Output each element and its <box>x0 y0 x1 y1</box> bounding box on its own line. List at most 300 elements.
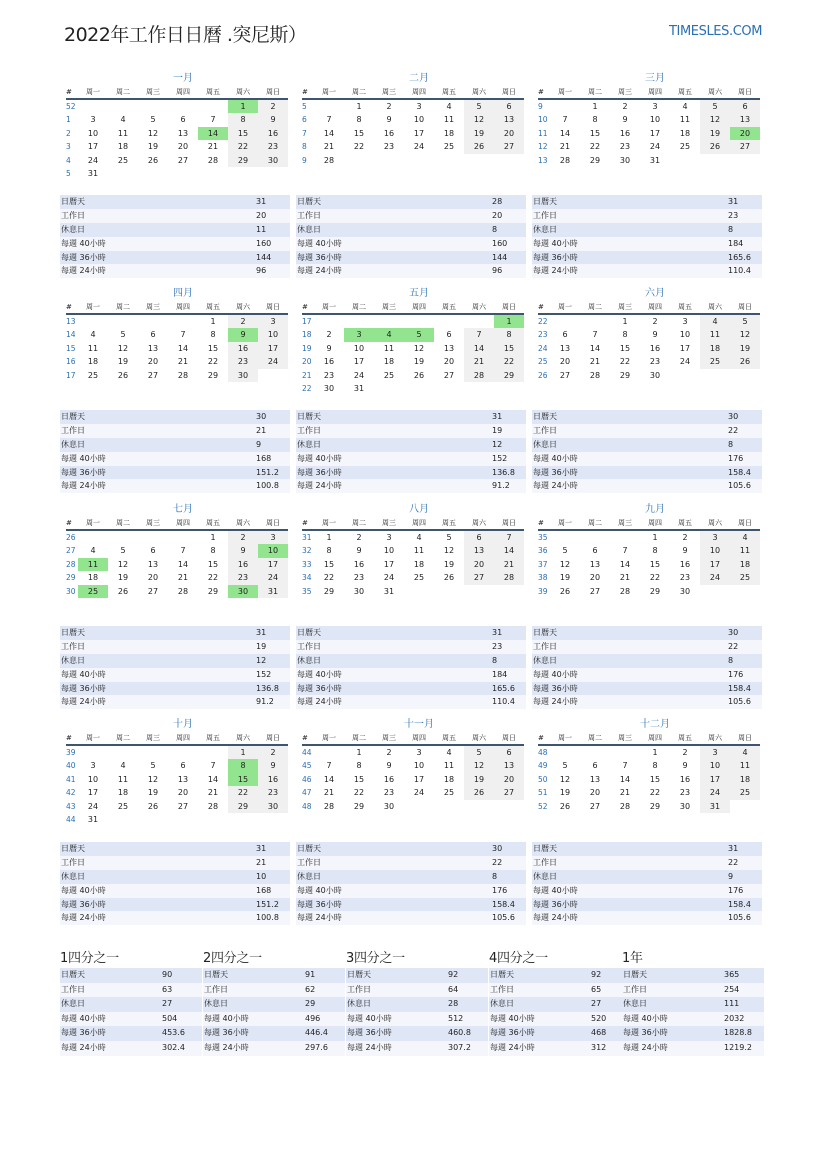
day-cell[interactable]: 2 <box>622 102 628 111</box>
day-cell[interactable]: 7 <box>180 330 186 340</box>
day-cell[interactable]: 11 <box>700 328 730 341</box>
day-cell[interactable]: 23 <box>383 788 395 798</box>
day-cell[interactable]: 12 <box>147 774 159 784</box>
day-cell[interactable]: 5 <box>464 100 494 113</box>
day-cell[interactable]: 9 <box>622 115 628 125</box>
day-cell[interactable]: 6 <box>150 546 156 556</box>
day-cell[interactable]: 9 <box>326 343 332 353</box>
day-cell[interactable]: 2 <box>326 330 332 340</box>
day-cell[interactable]: 25 <box>443 142 455 152</box>
day-cell[interactable]: 21 <box>589 357 601 367</box>
day-cell[interactable]: 31 <box>353 383 365 393</box>
day-cell[interactable]: 3 <box>344 328 374 341</box>
day-cell[interactable]: 5 <box>150 761 156 771</box>
day-cell[interactable]: 10 <box>258 544 288 557</box>
day-cell[interactable]: 11 <box>443 761 455 771</box>
day-cell[interactable]: 30 <box>353 586 365 596</box>
day-cell[interactable]: 17 <box>649 128 661 138</box>
day-cell[interactable]: 18 <box>679 128 691 138</box>
day-cell[interactable]: 6 <box>464 531 494 544</box>
day-cell[interactable]: 27 <box>494 786 524 799</box>
day-cell[interactable]: 12 <box>117 559 129 569</box>
day-cell[interactable]: 10 <box>413 761 425 771</box>
day-cell[interactable]: 6 <box>562 330 568 340</box>
day-cell[interactable]: 7 <box>464 328 494 341</box>
day-cell[interactable]: 25 <box>413 573 425 583</box>
day-cell[interactable]: 27 <box>589 586 601 596</box>
day-cell[interactable]: 17 <box>413 128 425 138</box>
day-cell[interactable]: 24 <box>353 370 365 380</box>
day-cell[interactable]: 28 <box>177 586 189 596</box>
day-cell[interactable]: 10 <box>649 115 661 125</box>
day-cell[interactable]: 24 <box>258 355 288 368</box>
day-cell[interactable]: 10 <box>679 330 691 340</box>
day-cell[interactable]: 18 <box>383 357 395 367</box>
day-cell[interactable]: 28 <box>464 369 494 382</box>
day-cell[interactable]: 10 <box>700 544 730 557</box>
day-cell[interactable]: 13 <box>147 559 159 569</box>
day-cell[interactable]: 11 <box>730 544 760 557</box>
day-cell[interactable]: 7 <box>622 546 628 556</box>
day-cell[interactable]: 29 <box>619 370 631 380</box>
day-cell[interactable]: 23 <box>679 788 691 798</box>
day-cell[interactable]: 5 <box>700 100 730 113</box>
day-cell[interactable]: 5 <box>150 115 156 125</box>
day-cell[interactable]: 18 <box>413 559 425 569</box>
day-cell[interactable]: 3 <box>258 315 288 328</box>
day-cell[interactable]: 22 <box>649 788 661 798</box>
day-cell[interactable]: 27 <box>177 155 189 165</box>
day-cell[interactable]: 5 <box>562 546 568 556</box>
day-cell[interactable]: 9 <box>386 115 392 125</box>
day-cell[interactable]: 16 <box>619 128 631 138</box>
day-cell[interactable]: 13 <box>494 759 524 772</box>
day-cell[interactable]: 27 <box>730 140 760 153</box>
day-cell[interactable]: 25 <box>117 801 129 811</box>
day-cell[interactable]: 23 <box>649 357 661 367</box>
day-cell[interactable]: 29 <box>207 370 219 380</box>
day-cell[interactable]: 20 <box>589 788 601 798</box>
day-cell[interactable]: 14 <box>494 544 524 557</box>
day-cell[interactable]: 1 <box>228 100 258 113</box>
day-cell[interactable]: 6 <box>180 761 186 771</box>
day-cell[interactable]: 25 <box>117 155 129 165</box>
day-cell[interactable]: 31 <box>383 586 395 596</box>
day-cell[interactable]: 16 <box>228 558 258 571</box>
day-cell[interactable]: 16 <box>323 357 335 367</box>
day-cell[interactable]: 12 <box>413 343 425 353</box>
day-cell[interactable]: 14 <box>177 343 189 353</box>
day-cell[interactable]: 11 <box>87 343 99 353</box>
day-cell[interactable]: 27 <box>494 140 524 153</box>
day-cell[interactable]: 12 <box>117 343 129 353</box>
day-cell[interactable]: 18 <box>730 773 760 786</box>
day-cell[interactable]: 21 <box>559 142 571 152</box>
day-cell[interactable]: 26 <box>443 573 455 583</box>
day-cell[interactable]: 20 <box>494 127 524 140</box>
day-cell[interactable]: 24 <box>700 786 730 799</box>
day-cell[interactable]: 6 <box>592 546 598 556</box>
day-cell[interactable]: 25 <box>78 585 108 598</box>
day-cell[interactable]: 20 <box>147 573 159 583</box>
day-cell[interactable]: 22 <box>228 140 258 153</box>
day-cell[interactable]: 24 <box>87 155 99 165</box>
day-cell[interactable]: 20 <box>589 573 601 583</box>
day-cell[interactable]: 14 <box>323 128 335 138</box>
day-cell[interactable]: 15 <box>323 559 335 569</box>
day-cell[interactable]: 21 <box>619 788 631 798</box>
day-cell[interactable]: 17 <box>258 558 288 571</box>
day-cell[interactable]: 9 <box>682 761 688 771</box>
day-cell[interactable]: 4 <box>682 102 688 111</box>
day-cell[interactable]: 6 <box>730 100 760 113</box>
day-cell[interactable]: 1 <box>356 102 362 111</box>
day-cell[interactable]: 10 <box>383 546 395 556</box>
day-cell[interactable]: 19 <box>464 773 494 786</box>
day-cell[interactable]: 16 <box>228 342 258 355</box>
day-cell[interactable]: 4 <box>374 328 404 341</box>
day-cell[interactable]: 4 <box>730 531 760 544</box>
day-cell[interactable]: 23 <box>258 786 288 799</box>
day-cell[interactable]: 21 <box>619 573 631 583</box>
day-cell[interactable]: 14 <box>589 343 601 353</box>
day-cell[interactable]: 2 <box>652 317 658 326</box>
day-cell[interactable]: 28 <box>323 801 335 811</box>
day-cell[interactable]: 12 <box>464 113 494 126</box>
day-cell[interactable]: 31 <box>700 800 730 813</box>
day-cell[interactable]: 6 <box>180 115 186 125</box>
day-cell[interactable]: 30 <box>228 369 258 382</box>
day-cell[interactable]: 20 <box>443 357 455 367</box>
day-cell[interactable]: 27 <box>443 370 455 380</box>
day-cell[interactable]: 5 <box>562 761 568 771</box>
day-cell[interactable]: 26 <box>559 586 571 596</box>
day-cell[interactable]: 30 <box>679 586 691 596</box>
day-cell[interactable]: 1 <box>652 533 658 542</box>
day-cell[interactable]: 8 <box>652 546 658 556</box>
day-cell[interactable]: 17 <box>258 342 288 355</box>
day-cell[interactable]: 1 <box>356 748 362 757</box>
day-cell[interactable]: 11 <box>117 128 129 138</box>
day-cell[interactable]: 23 <box>323 370 335 380</box>
day-cell[interactable]: 22 <box>323 573 335 583</box>
day-cell[interactable]: 11 <box>679 115 691 125</box>
day-cell[interactable]: 26 <box>464 140 494 153</box>
day-cell[interactable]: 8 <box>592 115 598 125</box>
day-cell[interactable]: 2 <box>386 102 392 111</box>
day-cell[interactable]: 7 <box>326 761 332 771</box>
day-cell[interactable]: 2 <box>356 533 362 542</box>
day-cell[interactable]: 29 <box>649 586 661 596</box>
day-cell[interactable]: 10 <box>87 774 99 784</box>
day-cell[interactable]: 14 <box>177 559 189 569</box>
day-cell[interactable]: 3 <box>258 531 288 544</box>
day-cell[interactable]: 6 <box>150 330 156 340</box>
day-cell[interactable]: 14 <box>207 774 219 784</box>
day-cell[interactable]: 17 <box>700 773 730 786</box>
day-cell[interactable]: 16 <box>258 127 288 140</box>
day-cell[interactable]: 21 <box>177 357 189 367</box>
day-cell[interactable]: 29 <box>589 155 601 165</box>
day-cell[interactable]: 20 <box>177 142 189 152</box>
day-cell[interactable]: 26 <box>117 586 129 596</box>
day-cell[interactable]: 13 <box>177 774 189 784</box>
day-cell[interactable]: 15 <box>207 343 219 353</box>
day-cell[interactable]: 16 <box>679 774 691 784</box>
day-cell[interactable]: 15 <box>353 774 365 784</box>
day-cell[interactable]: 17 <box>87 788 99 798</box>
day-cell[interactable]: 8 <box>210 546 216 556</box>
day-cell[interactable]: 28 <box>619 586 631 596</box>
day-cell[interactable]: 10 <box>700 759 730 772</box>
day-cell[interactable]: 11 <box>730 759 760 772</box>
day-cell[interactable]: 19 <box>700 127 730 140</box>
day-cell[interactable]: 29 <box>649 801 661 811</box>
day-cell[interactable]: 22 <box>228 786 258 799</box>
day-cell[interactable]: 30 <box>258 800 288 813</box>
day-cell[interactable]: 4 <box>446 102 452 111</box>
day-cell[interactable]: 21 <box>323 142 335 152</box>
day-cell[interactable]: 28 <box>619 801 631 811</box>
day-cell[interactable]: 13 <box>559 343 571 353</box>
day-cell[interactable]: 20 <box>730 127 760 140</box>
day-cell[interactable]: 5 <box>404 328 434 341</box>
day-cell[interactable]: 8 <box>652 761 658 771</box>
day-cell[interactable]: 22 <box>353 142 365 152</box>
day-cell[interactable]: 19 <box>730 342 760 355</box>
day-cell[interactable]: 6 <box>494 746 524 759</box>
day-cell[interactable]: 8 <box>494 328 524 341</box>
day-cell[interactable]: 5 <box>730 315 760 328</box>
day-cell[interactable]: 7 <box>494 531 524 544</box>
day-cell[interactable]: 19 <box>559 788 571 798</box>
day-cell[interactable]: 1 <box>210 317 216 326</box>
day-cell[interactable]: 7 <box>210 761 216 771</box>
day-cell[interactable]: 8 <box>228 759 258 772</box>
day-cell[interactable]: 25 <box>700 355 730 368</box>
day-cell[interactable]: 1 <box>622 317 628 326</box>
day-cell[interactable]: 9 <box>258 113 288 126</box>
day-cell[interactable]: 9 <box>228 328 258 341</box>
day-cell[interactable]: 15 <box>207 559 219 569</box>
day-cell[interactable]: 15 <box>228 127 258 140</box>
day-cell[interactable]: 30 <box>258 154 288 167</box>
day-cell[interactable]: 2 <box>682 533 688 542</box>
day-cell[interactable]: 29 <box>228 154 258 167</box>
day-cell[interactable]: 16 <box>258 773 288 786</box>
day-cell[interactable]: 31 <box>649 155 661 165</box>
day-cell[interactable]: 10 <box>353 343 365 353</box>
day-cell[interactable]: 22 <box>589 142 601 152</box>
day-cell[interactable]: 27 <box>147 586 159 596</box>
day-cell[interactable]: 17 <box>353 357 365 367</box>
day-cell[interactable]: 17 <box>679 343 691 353</box>
day-cell[interactable]: 26 <box>700 140 730 153</box>
day-cell[interactable]: 23 <box>383 142 395 152</box>
day-cell[interactable]: 28 <box>177 370 189 380</box>
day-cell[interactable]: 31 <box>87 168 99 178</box>
day-cell[interactable]: 15 <box>649 559 661 569</box>
day-cell[interactable]: 16 <box>383 128 395 138</box>
day-cell[interactable]: 16 <box>383 774 395 784</box>
day-cell[interactable]: 12 <box>700 113 730 126</box>
day-cell[interactable]: 28 <box>323 155 335 165</box>
day-cell[interactable]: 26 <box>464 786 494 799</box>
day-cell[interactable]: 15 <box>649 774 661 784</box>
day-cell[interactable]: 8 <box>326 546 332 556</box>
day-cell[interactable]: 22 <box>494 355 524 368</box>
day-cell[interactable]: 17 <box>700 558 730 571</box>
day-cell[interactable]: 29 <box>494 369 524 382</box>
day-cell[interactable]: 6 <box>592 761 598 771</box>
day-cell[interactable]: 3 <box>386 533 392 542</box>
day-cell[interactable]: 23 <box>228 355 258 368</box>
day-cell[interactable]: 21 <box>207 142 219 152</box>
day-cell[interactable]: 23 <box>258 140 288 153</box>
day-cell[interactable]: 13 <box>147 343 159 353</box>
day-cell[interactable]: 1 <box>210 533 216 542</box>
day-cell[interactable]: 22 <box>619 357 631 367</box>
day-cell[interactable]: 13 <box>494 113 524 126</box>
day-cell[interactable]: 11 <box>383 343 395 353</box>
day-cell[interactable]: 19 <box>559 573 571 583</box>
day-cell[interactable]: 8 <box>228 113 258 126</box>
day-cell[interactable]: 7 <box>562 115 568 125</box>
day-cell[interactable]: 19 <box>147 142 159 152</box>
day-cell[interactable]: 4 <box>120 761 126 771</box>
day-cell[interactable]: 20 <box>147 357 159 367</box>
day-cell[interactable]: 30 <box>649 370 661 380</box>
day-cell[interactable]: 1 <box>228 746 258 759</box>
day-cell[interactable]: 3 <box>652 102 658 111</box>
day-cell[interactable]: 11 <box>413 546 425 556</box>
day-cell[interactable]: 2 <box>682 748 688 757</box>
day-cell[interactable]: 4 <box>90 330 96 340</box>
day-cell[interactable]: 8 <box>210 330 216 340</box>
day-cell[interactable]: 18 <box>117 788 129 798</box>
day-cell[interactable]: 27 <box>559 370 571 380</box>
day-cell[interactable]: 11 <box>117 774 129 784</box>
day-cell[interactable]: 26 <box>147 801 159 811</box>
day-cell[interactable]: 12 <box>443 546 455 556</box>
day-cell[interactable]: 2 <box>258 100 288 113</box>
day-cell[interactable]: 30 <box>619 155 631 165</box>
day-cell[interactable]: 24 <box>258 571 288 584</box>
day-cell[interactable]: 7 <box>326 115 332 125</box>
day-cell[interactable]: 25 <box>383 370 395 380</box>
day-cell[interactable]: 21 <box>207 788 219 798</box>
day-cell[interactable]: 24 <box>383 573 395 583</box>
day-cell[interactable]: 18 <box>87 357 99 367</box>
day-cell[interactable]: 4 <box>90 546 96 556</box>
day-cell[interactable]: 16 <box>649 343 661 353</box>
day-cell[interactable]: 2 <box>258 746 288 759</box>
day-cell[interactable]: 8 <box>356 115 362 125</box>
day-cell[interactable]: 16 <box>353 559 365 569</box>
day-cell[interactable]: 9 <box>652 330 658 340</box>
day-cell[interactable]: 7 <box>622 761 628 771</box>
day-cell[interactable]: 23 <box>679 573 691 583</box>
day-cell[interactable]: 21 <box>323 788 335 798</box>
day-cell[interactable]: 19 <box>147 788 159 798</box>
day-cell[interactable]: 19 <box>413 357 425 367</box>
day-cell[interactable]: 27 <box>589 801 601 811</box>
day-cell[interactable]: 25 <box>679 142 691 152</box>
day-cell[interactable]: 17 <box>413 774 425 784</box>
day-cell[interactable]: 15 <box>619 343 631 353</box>
day-cell[interactable]: 24 <box>413 142 425 152</box>
day-cell[interactable]: 17 <box>87 142 99 152</box>
day-cell[interactable]: 4 <box>416 533 422 542</box>
day-cell[interactable]: 5 <box>120 546 126 556</box>
day-cell[interactable]: 26 <box>147 155 159 165</box>
day-cell[interactable]: 24 <box>700 571 730 584</box>
day-cell[interactable]: 2 <box>386 748 392 757</box>
day-cell[interactable]: 4 <box>120 115 126 125</box>
day-cell[interactable]: 28 <box>207 155 219 165</box>
day-cell[interactable]: 1 <box>592 102 598 111</box>
day-cell[interactable]: 18 <box>117 142 129 152</box>
day-cell[interactable]: 4 <box>446 748 452 757</box>
day-cell[interactable]: 23 <box>353 573 365 583</box>
day-cell[interactable]: 9 <box>258 759 288 772</box>
day-cell[interactable]: 4 <box>730 746 760 759</box>
day-cell[interactable]: 3 <box>700 746 730 759</box>
day-cell[interactable]: 18 <box>700 342 730 355</box>
day-cell[interactable]: 5 <box>464 746 494 759</box>
day-cell[interactable]: 12 <box>559 774 571 784</box>
day-cell[interactable]: 28 <box>559 155 571 165</box>
day-cell[interactable]: 13 <box>443 343 455 353</box>
day-cell[interactable]: 15 <box>353 128 365 138</box>
day-cell[interactable]: 7 <box>210 115 216 125</box>
day-cell[interactable]: 21 <box>464 355 494 368</box>
day-cell[interactable]: 27 <box>464 571 494 584</box>
day-cell[interactable]: 23 <box>228 571 258 584</box>
day-cell[interactable]: 20 <box>464 558 494 571</box>
day-cell[interactable]: 15 <box>494 342 524 355</box>
day-cell[interactable]: 18 <box>730 558 760 571</box>
day-cell[interactable]: 19 <box>117 357 129 367</box>
day-cell[interactable]: 13 <box>730 113 760 126</box>
day-cell[interactable]: 1 <box>494 315 524 328</box>
day-cell[interactable]: 6 <box>446 330 452 340</box>
day-cell[interactable]: 7 <box>592 330 598 340</box>
day-cell[interactable]: 3 <box>416 102 422 111</box>
day-cell[interactable]: 11 <box>78 558 108 571</box>
day-cell[interactable]: 12 <box>730 328 760 341</box>
day-cell[interactable]: 14 <box>559 128 571 138</box>
day-cell[interactable]: 9 <box>228 544 258 557</box>
day-cell[interactable]: 8 <box>356 761 362 771</box>
day-cell[interactable]: 30 <box>679 801 691 811</box>
day-cell[interactable]: 25 <box>730 571 760 584</box>
day-cell[interactable]: 2 <box>228 315 258 328</box>
day-cell[interactable]: 14 <box>619 774 631 784</box>
day-cell[interactable]: 30 <box>323 383 335 393</box>
day-cell[interactable]: 28 <box>494 571 524 584</box>
day-cell[interactable]: 3 <box>682 317 688 326</box>
day-cell[interactable]: 18 <box>443 774 455 784</box>
day-cell[interactable]: 22 <box>207 573 219 583</box>
day-cell[interactable]: 3 <box>416 748 422 757</box>
day-cell[interactable]: 10 <box>258 328 288 341</box>
day-cell[interactable]: 26 <box>730 355 760 368</box>
day-cell[interactable]: 19 <box>117 573 129 583</box>
day-cell[interactable]: 10 <box>87 128 99 138</box>
day-cell[interactable]: 31 <box>87 814 99 824</box>
day-cell[interactable]: 14 <box>323 774 335 784</box>
